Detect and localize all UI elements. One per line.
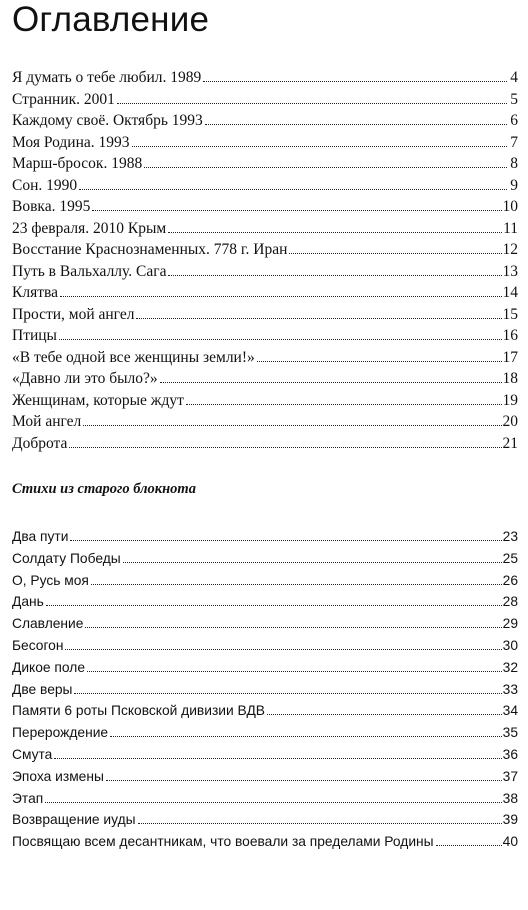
toc-page-number: 16	[502, 327, 518, 344]
toc-entry-title: Солдату Победы	[12, 550, 121, 566]
toc-page-number: 37	[502, 768, 518, 784]
dot-leader	[87, 671, 502, 672]
toc-page-number: 38	[502, 790, 518, 806]
toc-page-number: 40	[502, 834, 518, 850]
toc-entry-title: Моя Родина. 1993	[12, 133, 130, 151]
toc-page-number: 12	[502, 241, 518, 258]
toc-page-number: 6	[510, 112, 518, 129]
toc-entry-title: Славление	[12, 616, 84, 632]
toc-page-number: 18	[502, 370, 518, 387]
toc-entry-title: Дань	[12, 594, 44, 610]
dot-leader	[144, 167, 507, 168]
toc-entry-title: Вовка. 1995	[12, 198, 91, 215]
toc-entry-title: «В тебе одной все женщины земли!»	[12, 348, 255, 366]
dot-leader	[168, 275, 501, 276]
dot-leader	[91, 584, 502, 585]
toc-entry[interactable]	[12, 809, 518, 831]
toc-entry[interactable]	[12, 239, 518, 261]
dot-leader	[74, 693, 501, 694]
toc-entry-title: Два пути	[12, 529, 69, 544]
toc-page-number: 29	[502, 616, 518, 632]
toc-page-number: 21	[502, 434, 518, 452]
toc-entry-title: Сон. 1990	[12, 176, 78, 194]
toc-entry[interactable]	[12, 368, 518, 390]
toc-entry[interactable]	[12, 261, 518, 283]
dot-leader	[436, 845, 502, 846]
toc-page-number: 4	[510, 69, 518, 86]
dot-leader	[45, 802, 501, 803]
toc-entry-title: Странник. 2001	[12, 90, 115, 108]
toc-entry-title: Этап	[12, 790, 44, 806]
toc-page-number: 15	[502, 305, 518, 323]
dot-leader	[186, 404, 502, 405]
dot-leader	[132, 146, 508, 147]
toc-entry-title: Я думать о тебе любил. 1989	[12, 69, 202, 86]
toc-entry[interactable]	[12, 766, 518, 788]
toc-page-number: 7	[510, 133, 518, 151]
dot-leader	[168, 232, 502, 233]
toc-entry-title: Птицы	[12, 327, 57, 344]
dot-leader	[54, 758, 501, 759]
dot-leader	[83, 425, 501, 426]
toc-page-number: 8	[510, 155, 518, 172]
toc-entry[interactable]	[12, 591, 518, 613]
dot-leader	[79, 189, 507, 190]
toc-entry-title: Путь в Вальхаллу. Сага	[12, 262, 167, 280]
toc-entry[interactable]	[12, 526, 518, 548]
toc-entry-title: Клятва	[12, 284, 58, 301]
toc-entry[interactable]	[12, 175, 518, 197]
toc-page-number: 28	[502, 594, 518, 610]
toc-page-number: 32	[502, 659, 518, 675]
dot-leader	[70, 540, 501, 541]
toc-page-number: 14	[502, 284, 518, 301]
dot-leader	[123, 562, 502, 563]
toc-entry[interactable]	[12, 67, 518, 89]
toc-page-number: 34	[502, 703, 518, 719]
toc-page-number: 25	[502, 550, 518, 566]
toc-entry[interactable]	[12, 722, 518, 744]
toc-entry-title: Эпоха измены	[12, 768, 104, 784]
dot-leader	[46, 605, 502, 606]
dot-leader	[85, 627, 501, 628]
toc-page-number: 5	[510, 90, 518, 108]
dot-leader	[60, 296, 502, 297]
toc-entry[interactable]	[12, 390, 518, 412]
toc-entry-title: Прости, мой ангел	[12, 305, 135, 323]
toc-entry[interactable]	[12, 132, 518, 154]
toc-entry[interactable]	[12, 679, 518, 701]
dot-leader	[106, 780, 502, 781]
toc-entry-title: Марш-бросок. 1988	[12, 155, 143, 172]
toc-list	[12, 67, 518, 454]
toc-page-number: 23	[502, 529, 518, 544]
dot-leader	[136, 318, 501, 319]
toc-entry[interactable]	[12, 325, 518, 347]
dot-leader	[110, 736, 502, 737]
toc-entry[interactable]	[12, 89, 518, 111]
page-title: Оглавление	[12, 0, 210, 39]
toc-entry[interactable]	[12, 110, 518, 132]
toc-page-number: 11	[503, 219, 518, 237]
toc-entry[interactable]	[12, 282, 518, 304]
toc-entry[interactable]	[12, 196, 518, 218]
dot-leader	[65, 649, 501, 650]
toc-page-number: 39	[502, 812, 518, 828]
toc-entry-title: Восстание Краснознаменных. 778 г. Иран	[12, 241, 288, 258]
toc-entry[interactable]	[12, 788, 518, 810]
toc-entry[interactable]	[12, 433, 518, 455]
toc-entry[interactable]	[12, 831, 518, 853]
toc-entry-title: Памяти 6 роты Псковской дивизии ВДВ	[12, 703, 265, 719]
toc-entry-title: О, Русь моя	[12, 572, 89, 588]
toc-entry[interactable]	[12, 347, 518, 369]
toc-entry-title: Бесогон	[12, 637, 64, 653]
dot-leader	[289, 253, 501, 254]
toc-page-number: 19	[502, 391, 518, 409]
toc-page-number: 36	[502, 746, 518, 762]
toc-entry-title: Каждому своё. Октябрь 1993	[12, 112, 203, 129]
toc-entry-title: Дикое поле	[12, 659, 85, 675]
toc-page-number: 9	[510, 176, 518, 194]
dot-leader	[203, 81, 507, 82]
toc-page-number: 17	[502, 348, 518, 366]
dot-leader	[59, 339, 502, 340]
toc-entry[interactable]	[12, 218, 518, 240]
toc-entry[interactable]	[12, 570, 518, 592]
toc-entry-title: Доброта	[12, 434, 68, 452]
dot-leader	[267, 714, 502, 715]
toc-entry[interactable]	[12, 613, 518, 635]
toc-entry[interactable]	[12, 411, 518, 433]
section-heading: Стихи из старого блокнота	[12, 481, 196, 497]
toc-entry-title: Женщинам, которые ждут	[12, 391, 184, 409]
dot-leader	[205, 124, 507, 125]
toc-page-number: 13	[502, 262, 518, 280]
toc-entry-title: Перерождение	[12, 725, 109, 741]
section-toc-list	[12, 526, 518, 853]
toc-entry[interactable]	[12, 153, 518, 175]
dot-leader	[69, 447, 501, 448]
dot-leader	[92, 210, 501, 211]
toc-entry[interactable]	[12, 304, 518, 326]
toc-entry-title: Две веры	[12, 681, 73, 697]
toc-entry-title: «Давно ли это было?»	[12, 370, 158, 387]
toc-page-number: 20	[502, 413, 518, 430]
toc-page-number: 30	[502, 637, 518, 653]
toc-entry-title: Возвращение иуды	[12, 812, 136, 828]
toc-entry[interactable]	[12, 700, 518, 722]
toc-entry[interactable]	[12, 635, 518, 657]
toc-entry-title: Смута	[12, 746, 53, 762]
toc-page-number: 10	[502, 198, 518, 215]
toc-entry[interactable]	[12, 744, 518, 766]
dot-leader	[257, 361, 502, 362]
toc-entry-title: Мой ангел	[12, 413, 82, 430]
dot-leader	[138, 823, 502, 824]
toc-entry-title: Посвящаю всем десантникам, что воевали за пределами Родины	[12, 834, 434, 850]
toc-page-number: 33	[502, 681, 518, 697]
dot-leader	[160, 382, 502, 383]
toc-page-number: 26	[502, 572, 518, 588]
toc-entry[interactable]	[12, 657, 518, 679]
toc-entry-title: 23 февраля. 2010 Крым	[12, 219, 167, 237]
toc-page-number: 35	[502, 725, 518, 741]
toc-entry[interactable]	[12, 548, 518, 570]
dot-leader	[117, 103, 507, 104]
